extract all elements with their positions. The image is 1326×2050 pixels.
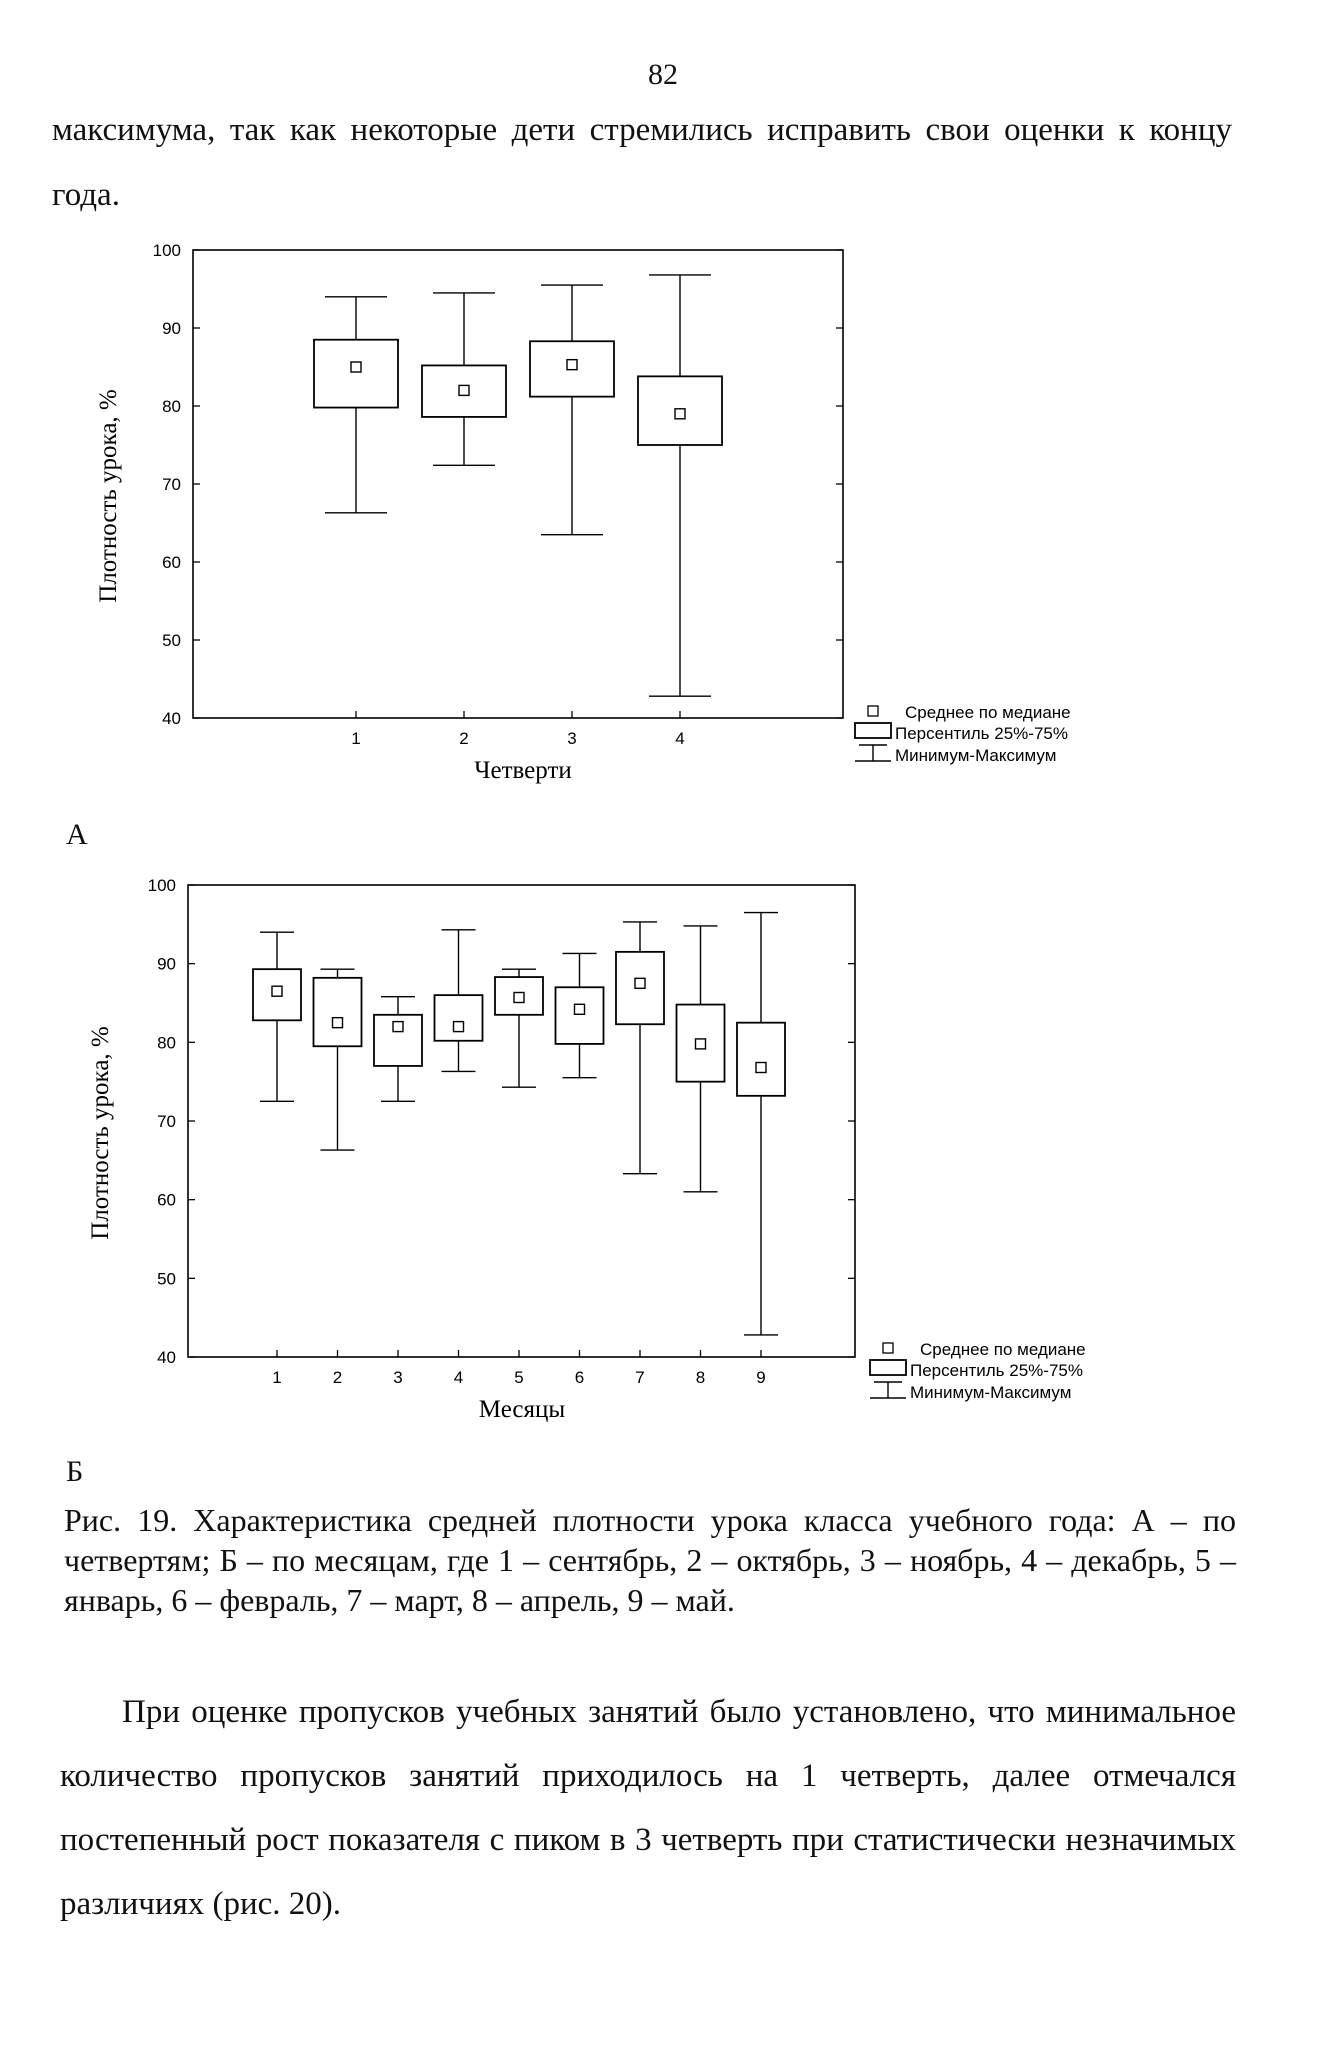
figure-caption: Рис. 19. Характеристика средней плотности урока класса учебного года: А – по четвертям; Б – по месяцам, где 1 – сентябрь, 2 – октябрь, 3 – ноябрь, 4 – декабрь, 5 – январь, 6 – февраль, 7 – март, 8 – апрель, 9 – май. [64, 1502, 1236, 1618]
legend-whisker-label: Минимум-Максимум [910, 1383, 1072, 1402]
x-tick-label: 2 [332, 1368, 343, 1387]
x-tick-label: 4 [453, 1368, 464, 1387]
median-marker [514, 992, 524, 1002]
iqr-box [435, 995, 483, 1041]
legend-median-label: Среднее по медиане [920, 1340, 1086, 1359]
median-marker [393, 1022, 403, 1032]
x-axis-title: Четверти [474, 757, 572, 784]
plot-frame [188, 885, 855, 1357]
legend-whisker-label: Минимум-Максимум [895, 746, 1057, 765]
y-tick-label: 70 [157, 1112, 176, 1131]
x-tick-label: 1 [351, 729, 361, 748]
paragraph-bottom: При оценке пропусков учебных занятий было установлено, что минимальное количество пропусков занятий приходилось на 1 четверть, далее отмечался постепенный рост показателя с пиком в 3 четверть при статистически незначимых различиях (рис. 20). [60, 1694, 1236, 1922]
y-tick-label: 60 [157, 1190, 176, 1210]
panel-label-b: Б [66, 1455, 84, 1488]
median-marker [756, 1063, 766, 1073]
y-tick-label: 70 [162, 475, 181, 494]
iqr-box [556, 987, 604, 1044]
median-marker [272, 986, 282, 996]
y-tick-label: 40 [162, 709, 181, 728]
page-number: 82 [648, 58, 678, 91]
x-tick-label: 7 [635, 1368, 645, 1387]
paragraph-top: максимума, так как некоторые дети стремились исправить свои оценки к концу года. [52, 112, 1232, 213]
x-axis-title: Месяцы [478, 1396, 566, 1423]
y-tick-label: 50 [157, 1269, 176, 1289]
legend-box-label: Персентиль 25%-75% [910, 1361, 1083, 1380]
median-marker [333, 1018, 343, 1028]
legend-median-label: Среднее по медиане [905, 703, 1071, 722]
legend-box-symbol [870, 1360, 906, 1375]
median-marker [575, 1004, 585, 1014]
y-axis-title: Плотность урока, % [87, 1026, 114, 1240]
y-tick-label: 100 [147, 876, 176, 895]
median-marker [696, 1039, 706, 1049]
x-tick-label: 8 [695, 1368, 706, 1387]
median-marker [454, 1022, 464, 1032]
y-tick-label: 100 [152, 241, 181, 260]
median-marker [635, 978, 645, 988]
y-tick-label: 40 [157, 1348, 176, 1367]
x-tick-label: 2 [459, 729, 469, 748]
iqr-box [314, 978, 362, 1046]
y-axis-title: Плотность урока, % [95, 389, 122, 603]
y-tick-label: 60 [162, 553, 181, 572]
y-tick-label: 50 [162, 631, 181, 650]
x-tick-label: 5 [514, 1368, 524, 1387]
x-tick-label: 6 [574, 1368, 585, 1387]
y-tick-label: 90 [157, 954, 176, 974]
x-tick-label: 4 [675, 729, 685, 748]
panel-label-a: А [66, 818, 88, 851]
x-tick-label: 3 [393, 1368, 403, 1387]
y-tick-label: 80 [162, 397, 181, 416]
legend-box-label: Персентиль 25%-75% [895, 724, 1068, 743]
y-tick-label: 90 [162, 319, 181, 338]
iqr-box [737, 1023, 785, 1096]
x-tick-label: 3 [567, 729, 577, 748]
y-tick-label: 80 [157, 1033, 176, 1053]
x-tick-label: 9 [756, 1368, 766, 1387]
legend-median-symbol [883, 1343, 893, 1353]
x-tick-label: 1 [272, 1368, 282, 1387]
